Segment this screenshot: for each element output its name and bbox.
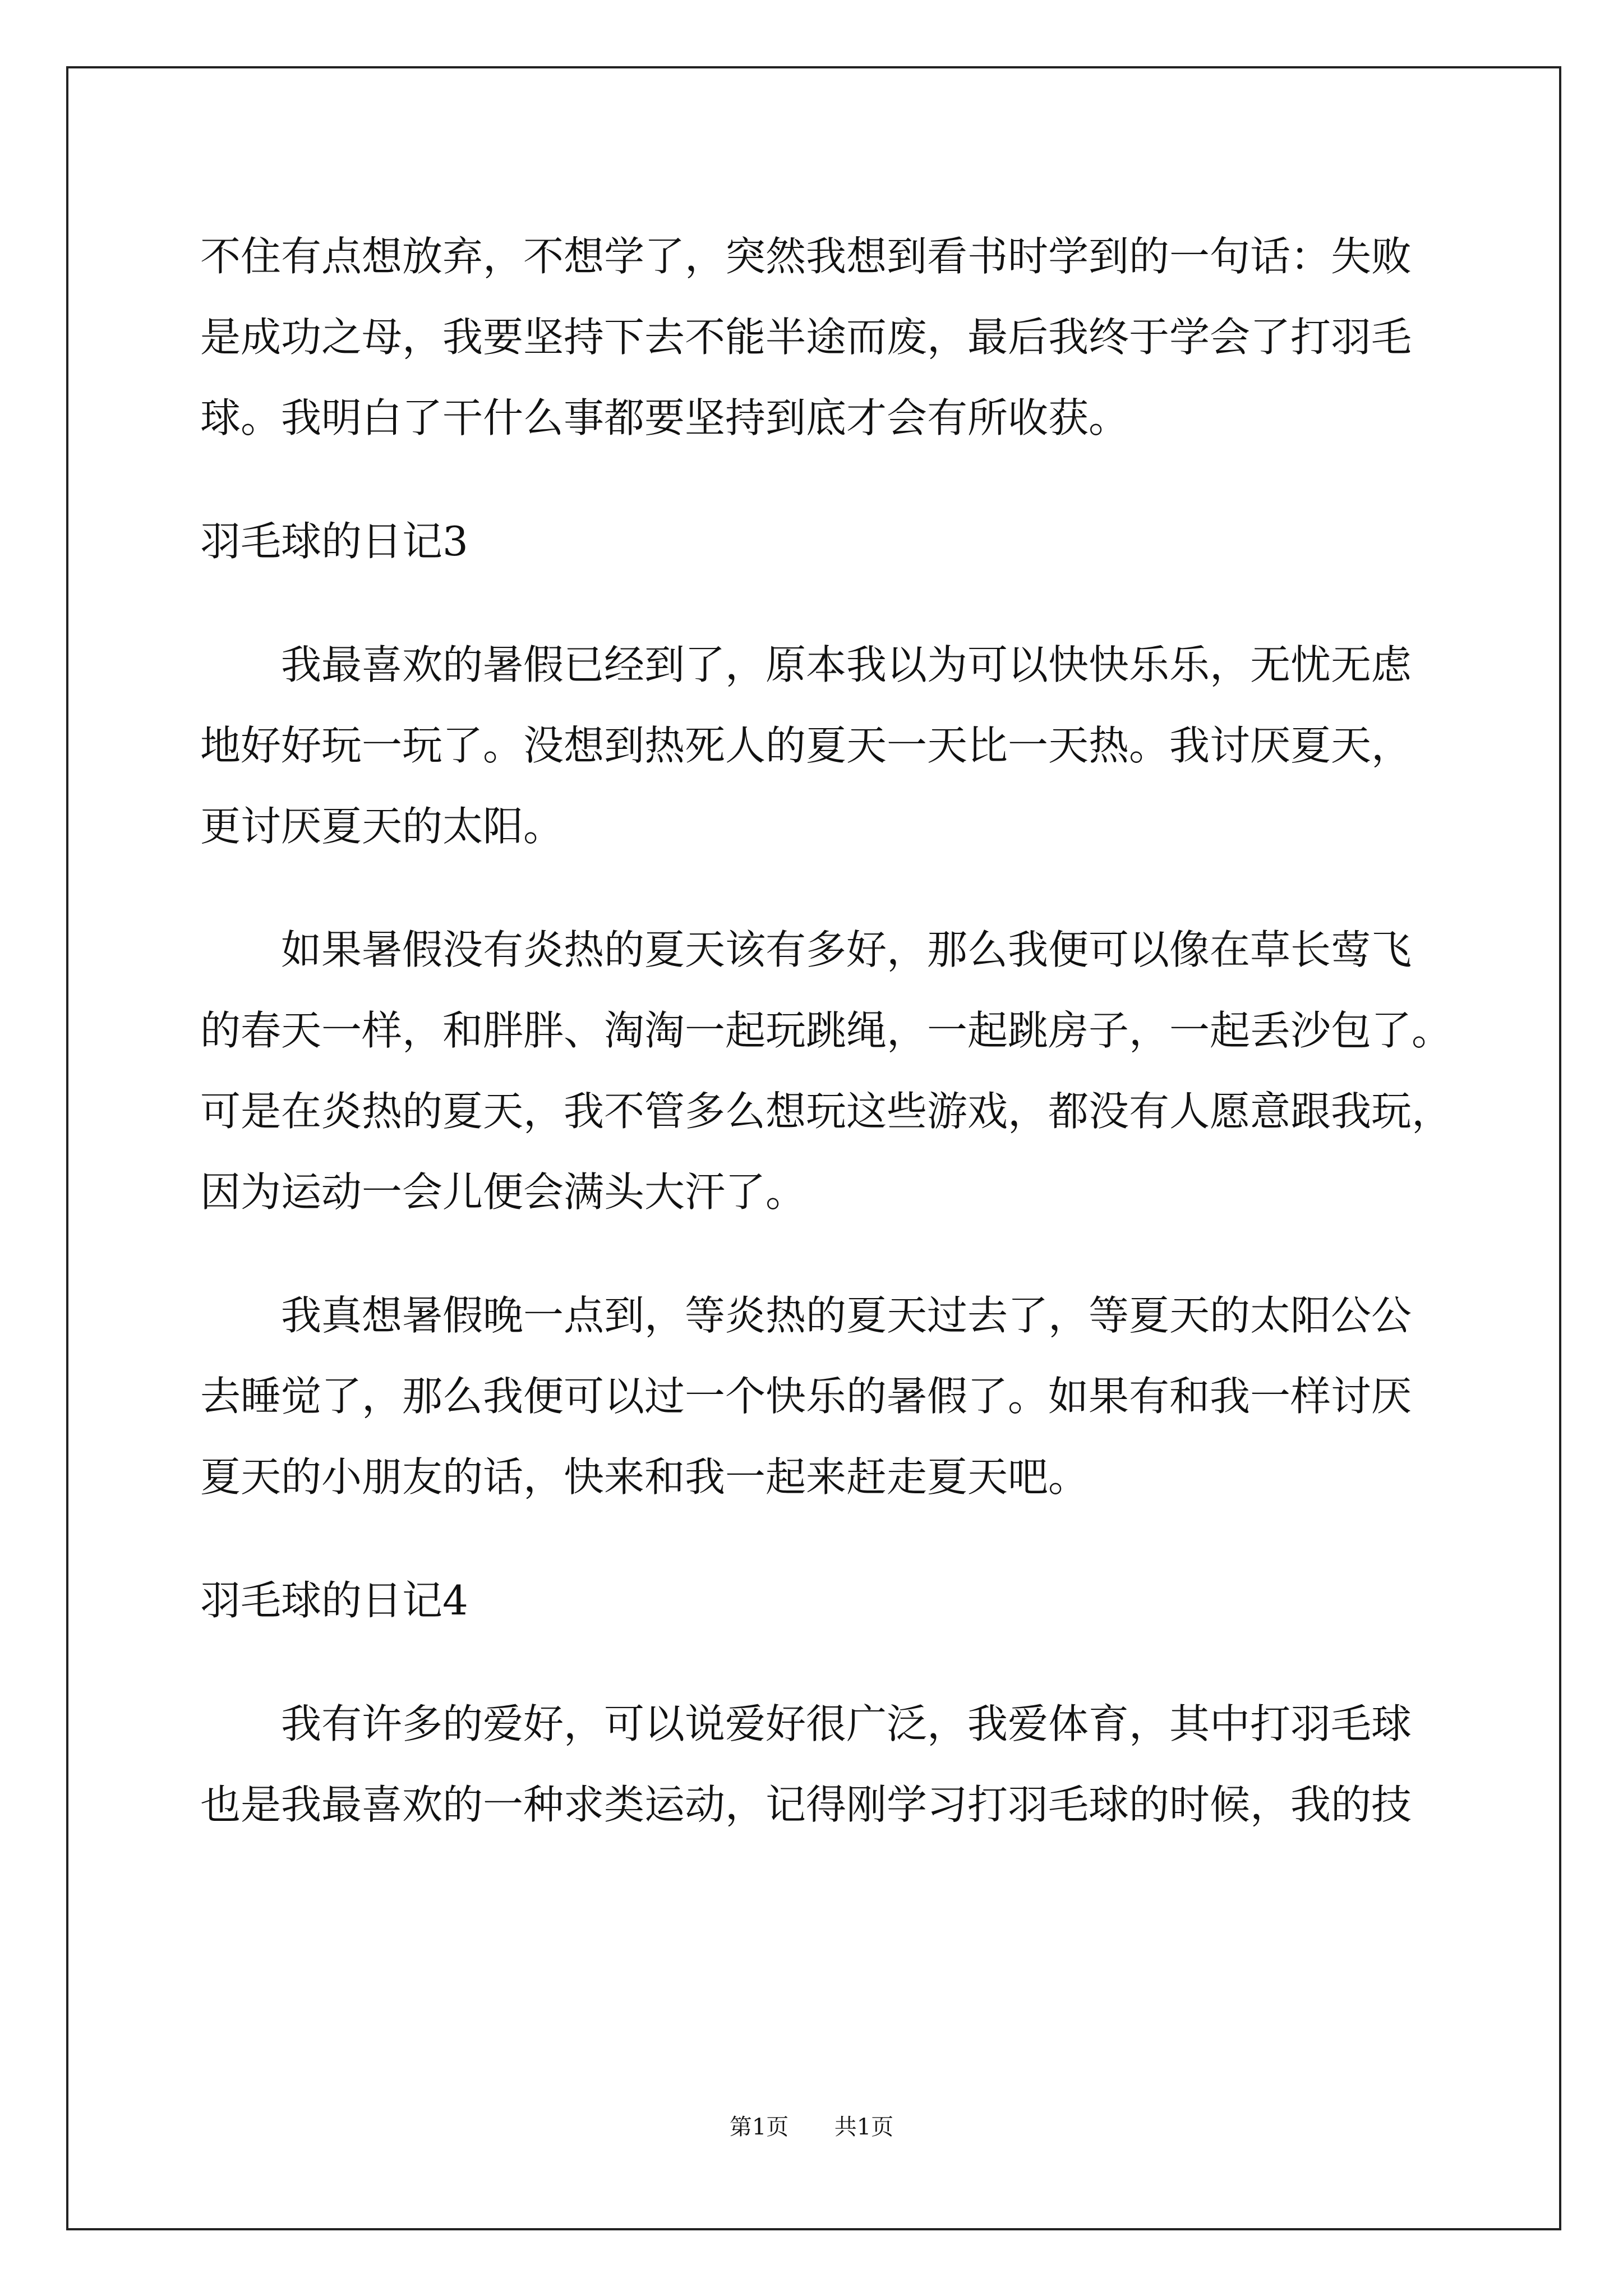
paragraph-4a (200, 1683, 1451, 1845)
paragraph-3a (200, 624, 1451, 867)
page-number: 第1页 (729, 2114, 789, 2140)
text-line: 也是我最喜欢的一种求类运动，记得刚学习打羽毛球的时候，我的技 (200, 1781, 1412, 1828)
paragraph-3b (200, 909, 1451, 1232)
text-line: 的春天一样，和胖胖、淘淘一起玩跳绳，一起跳房子，一起丢沙包了。 (200, 1007, 1453, 1054)
text-line: 如果暑假没有炎热的夏天该有多好，那么我便可以像在草长莺飞 (281, 926, 1412, 973)
text-line: 不住有点想放弃，不想学了，突然我想到看书时学到的一句话：失败 (200, 233, 1412, 280)
text-line: 我真想暑假晚一点到，等炎热的夏天过去了，等夏天的太阳公公 (281, 1292, 1412, 1339)
page-footer (0, 2109, 1623, 2141)
text-line: 去睡觉了，那么我便可以过一个快乐的暑假了。如果有和我一样讨厌 (200, 1373, 1412, 1420)
text-line: 因为运动一会儿便会满头大汗了。 (200, 1168, 806, 1216)
text-line: 球。我明白了干什么事都要坚持到底才会有所收获。 (200, 394, 1129, 441)
text-line: 更讨厌夏天的太阳。 (200, 803, 564, 850)
intro-paragraph (200, 216, 1451, 458)
text-line: 可是在炎热的夏天，我不管多么想玩这些游戏，都没有人愿意跟我玩， (200, 1088, 1453, 1135)
document-body (200, 216, 1451, 1845)
section-heading-4: 羽毛球的日记4 (200, 1577, 468, 1624)
text-line: 地好好玩一玩了。没想到热死人的夏天一天比一天热。我讨厌夏天， (200, 722, 1412, 769)
text-line: 是成功之母，我要坚持下去不能半途而废，最后我终于学会了打羽毛 (200, 314, 1412, 361)
section-heading-3: 羽毛球的日记3 (200, 518, 468, 565)
text-line: 我有许多的爱好，可以说爱好很广泛，我爱体育，其中打羽毛球 (281, 1700, 1412, 1747)
text-line: 我最喜欢的暑假已经到了，原本我以为可以快快乐乐，无忧无虑 (281, 641, 1412, 688)
page-total: 共1页 (834, 2114, 894, 2140)
text-line: 夏天的小朋友的话，快来和我一起来赶走夏天吧。 (200, 1453, 1089, 1501)
paragraph-3c (200, 1275, 1451, 1517)
